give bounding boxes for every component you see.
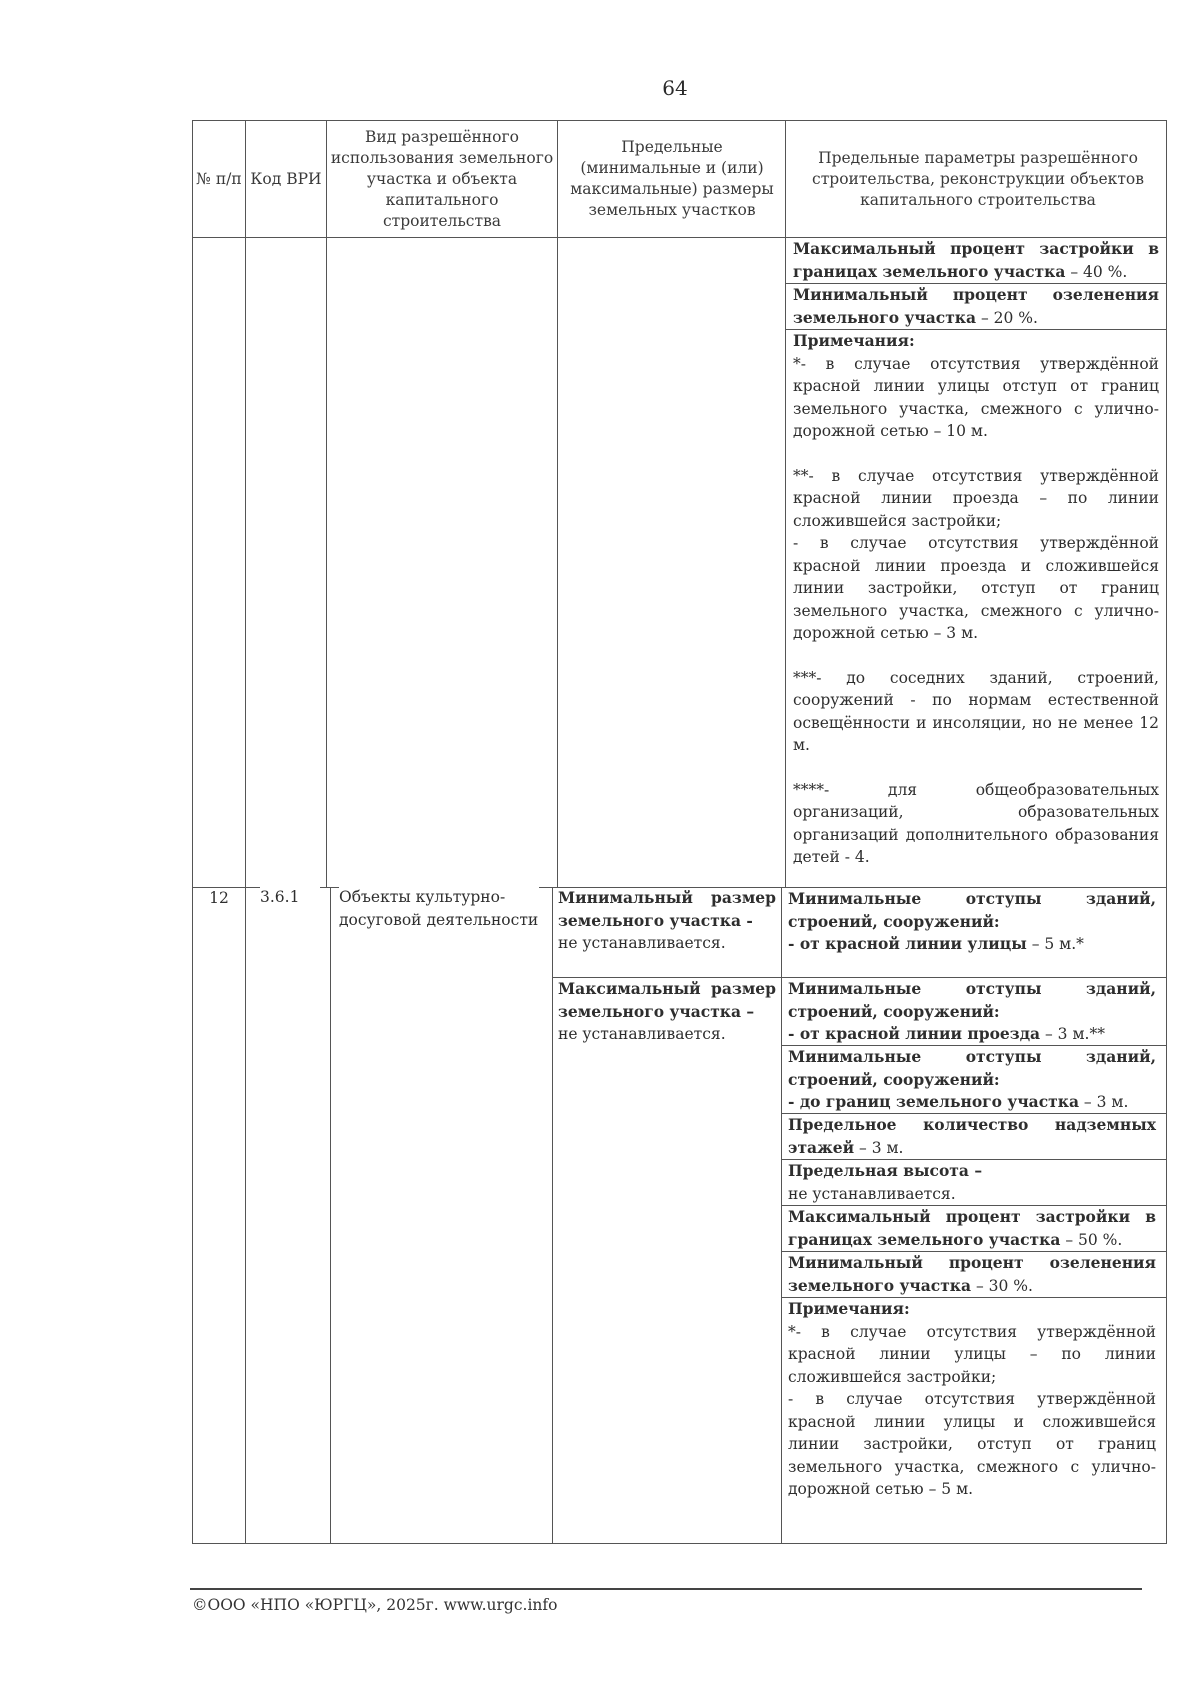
header-params: Предельные параметры разрешённого строительства, реконструкции объектов капитального строительства xyxy=(812,148,1144,209)
row12-height: Предельная высота – не устанавливается. xyxy=(788,1161,983,1203)
row12-note-1b: - в случае отсутствия утверждённой красной линии улицы и сложившейся линии застройки, отступ от границ земельного участка, смежного с улично-дорожной сетью – 5 м. xyxy=(788,1390,1156,1498)
regulations-table xyxy=(192,120,1167,1544)
col-divider xyxy=(781,887,782,1543)
col-divider xyxy=(552,887,553,1543)
header-code: Код ВРИ xyxy=(250,169,322,188)
row12-setback-passage: Минимальные отступы зданий, строений, сооружений: - от красной линии проезда – 3 м.** xyxy=(788,979,1156,1043)
row12-max-size: Максимальный размер земельного участка – не устанавливается. xyxy=(558,979,776,1043)
row12-floors: Предельное количество надземных этажей – 3 м. xyxy=(788,1115,1156,1157)
col-divider xyxy=(326,121,327,887)
row12-use-label: Объекты культурно-досуговой деятельности xyxy=(339,886,539,931)
col-divider xyxy=(785,121,786,887)
row12-min-greening: Минимальный процент озеленения земельного участка – 30 %. xyxy=(788,1253,1156,1295)
row12-min-size: Минимальный размер земельного участка - не устанавливается. xyxy=(558,888,776,952)
row12-setback-street: Минимальные отступы зданий, строений, сооружений: - от красной линии улицы – 5 м.* xyxy=(788,889,1156,953)
prev-min-greening: Минимальный процент озеленения земельного участка – 20 %. xyxy=(793,285,1159,327)
prev-note-3: ***- до соседних зданий, строений, сооружений - по нормам естественной освещённости и инсоляции, но не менее 12 м. xyxy=(793,668,1159,754)
row12-setback-border: Минимальные отступы зданий, строений, сооружений: - до границ земельного участка – 3 м. xyxy=(788,1047,1156,1111)
prev-notes: Примечания: *- в случае отсутствия утверждённой красной линии улицы отступ от границ земельного участка, смежного с улично-дорожной сетью – 10 м. **- в случае отсутствия утверждённой красной линии проезда – по линии сложившейся застройки; - в случае отсутствия утверждённой красной линии проезда и сложившейся линии застройки, отступ от границ земельного участка, смежного с улично-дорожной сетью – 3 м. ***- до соседних зданий, строений, сооружений - по нормам естественной освещённости и инсоляции, но не менее 12 м. ****- для общеобразовательных организаций, образовательных организаций дополнительного образования детей - 4. xyxy=(793,330,1159,869)
col-divider xyxy=(330,887,331,1543)
col-divider xyxy=(245,121,246,887)
prev-note-4: ****- для общеобразовательных организаций, образовательных организаций дополнительного образования детей - 4. xyxy=(793,780,1159,866)
footer-divider xyxy=(190,1588,1142,1590)
prev-max-coverage: Максимальный процент застройки в границах земельного участка – 40 %. xyxy=(793,239,1159,281)
row12-notes: Примечания: *- в случае отсутствия утверждённой красной линии улицы – по линии сложившейся застройки; - в случае отсутствия утверждённой красной линии улицы и сложившейся линии застройки, отступ от границ земельного участка, смежного с улично-дорожной сетью – 5 м. xyxy=(788,1298,1156,1501)
prev-note-1: *- в случае отсутствия утверждённой красной линии улицы отступ от границ земельного участка, смежного с улично-дорожной сетью – 10 м. xyxy=(793,354,1159,440)
row12-code-label: 3.6.1 xyxy=(260,886,320,909)
header-sizes: Предельные (минимальные и (или) максимальные) размеры земельных участков xyxy=(570,138,774,219)
header-num: № п/п xyxy=(196,169,242,188)
col-divider xyxy=(245,887,246,1543)
prev-note-2a: **- в случае отсутствия утверждённой красной линии проезда – по линии сложившейся застройки; xyxy=(793,466,1159,530)
row12-note-1a: *- в случае отсутствия утверждённой красной линии улицы – по линии сложившейся застройки; xyxy=(788,1322,1156,1386)
header-use: Вид разрешённого использования земельного участка и объекта капитального строительства xyxy=(330,127,554,230)
row12-num: 12 xyxy=(209,889,229,907)
prev-note-2b: - в случае отсутствия утверждённой красной линии проезда и сложившейся линии застройки, отступ от границ земельного участка, смежного с улично-дорожной сетью – 3 м. xyxy=(793,534,1159,642)
row12-max-coverage: Максимальный процент застройки в границах земельного участка – 50 %. xyxy=(788,1207,1156,1249)
page-number: 64 xyxy=(662,76,688,100)
col-divider xyxy=(557,121,558,887)
footer: ©ООО «НПО «ЮРГЦ», 2025г. www.urgc.info xyxy=(192,1596,558,1614)
